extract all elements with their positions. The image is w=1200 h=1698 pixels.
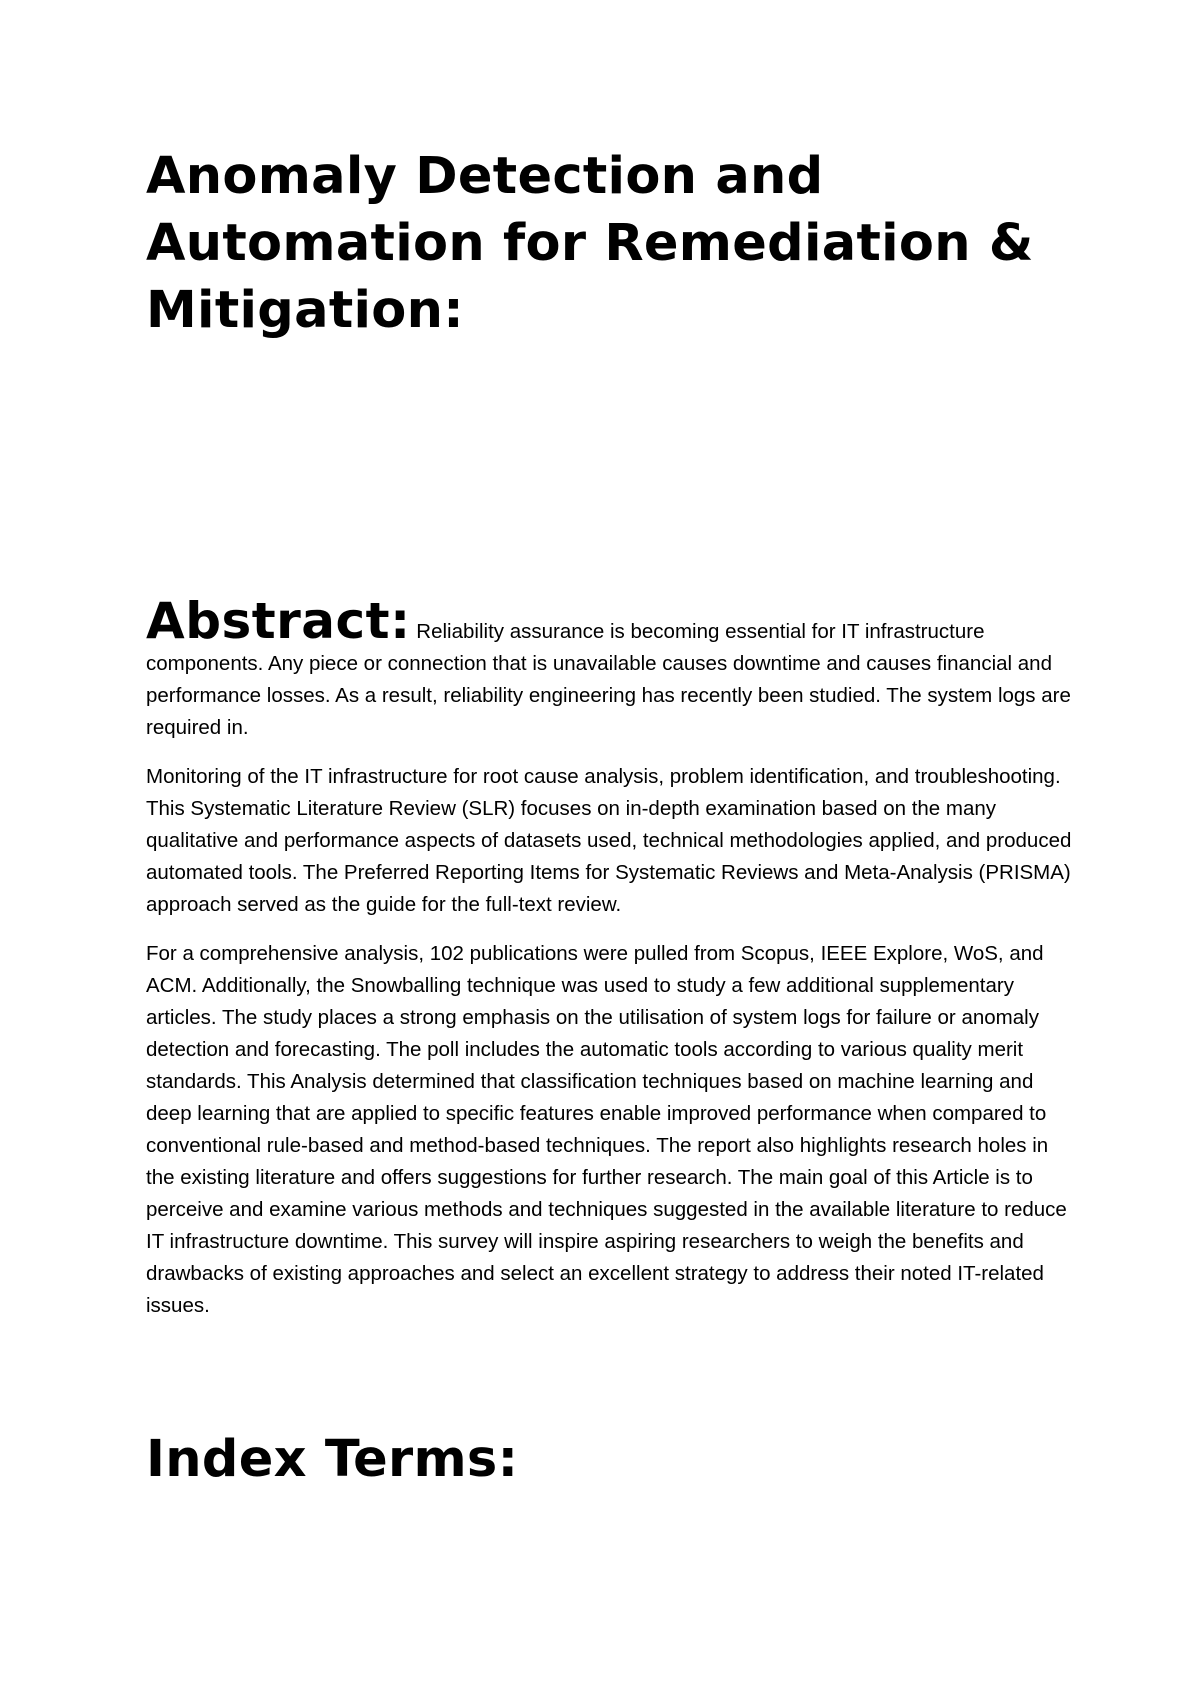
abstract-section: [146, 592, 1076, 1339]
document-title: Anomaly Detection and Automation for Remediation & Mitigation:: [146, 147, 1034, 340]
abstract-paragraph-1: [146, 592, 1076, 744]
abstract-heading: Abstract:: [146, 592, 411, 650]
abstract-paragraph-3: For a comprehensive analysis, 102 publications were pulled from Scopus, IEEE Explore, WoS, and ACM. Additionally, the Snowballing technique was used to study a few additional supplementary articles. The study places a strong emphasis on the utilisation of system logs for failure or anomaly detection and forecasting. The poll includes the automatic tools according to various quality merit standards. This Analysis determined that classification techniques based on machine learning and deep learning that are applied to specific features enable improved performance when compared to conventional rule-based and method-based techniques. The report also highlights research holes in the existing literature and offers suggestions for further research. The main goal of this Article is to perceive and examine various methods and techniques suggested in the available literature to reduce IT infrastructure downtime. This survey will inspire aspiring researchers to weigh the benefits and drawbacks of existing approaches and select an excellent strategy to address their noted IT-related issues.: [146, 942, 1067, 1317]
abstract-paragraph-2: Monitoring of the IT infrastructure for root cause analysis, problem identification, and troubleshooting. This Systematic Literature Review (SLR) focuses on in-depth examination based on the many qualitative and performance aspects of datasets used, technical methodologies applied, and produced automated tools. The Preferred Reporting Items for Systematic Reviews and Meta-Analysis (PRISMA) approach served as the guide for the full-text review.: [146, 765, 1072, 916]
abstract-paragraph-1-text: Reliability assurance is becoming essential for IT infrastructure components. Any piece or connection that is unavailable causes downtime and causes financial and performance losses. As a result, reliability engineering has recently been studied. The system logs are required in.: [146, 620, 1071, 739]
index-terms-heading: Index Terms:: [146, 1430, 519, 1489]
